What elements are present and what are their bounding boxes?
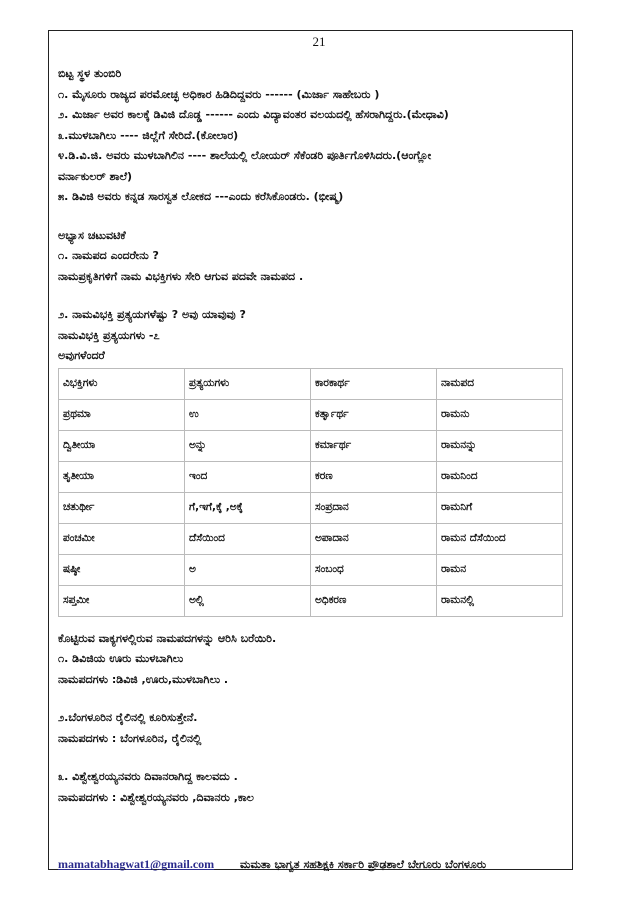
question-line: ೨. ಮಿರ್ಜಾ ಅವರ ಕಾಲಕ್ಕೆ ಡಿವಿಜಿ ದೊಡ್ಡ ------ ಎಂದು ವಿದ್ಯಾವಂತರ ವಲಯದಲ್ಲಿ ಹೆಸರಾಗಿದ್ದರು.(ಮೇಧಾವಿ) xyxy=(58,108,449,121)
page-number: 21 xyxy=(312,34,326,49)
table-cell: ಅಪಾದಾನ xyxy=(311,523,437,554)
table-row xyxy=(59,461,563,492)
table-cell: ಸಪ್ತಮೀ xyxy=(59,585,185,616)
table-cell: ರಾಮನಿಂದ xyxy=(437,461,563,492)
table-cell: ರಾಮನಲ್ಲಿ xyxy=(437,585,563,616)
table-cell: ಗೆ,ಇಗೆ,ಕ್ಕೆ ,ಅಕ್ಕೆ xyxy=(185,492,311,523)
table-row xyxy=(59,399,563,430)
table-header-cell: ನಾಮಪದ xyxy=(437,368,563,399)
table-cell: ಅಲ್ಲಿ xyxy=(185,585,311,616)
page-content xyxy=(58,64,563,808)
exercise-heading: ಕೊಟ್ಟಿರುವ ವಾಕ್ಯಗಳಲ್ಲಿರುವ ನಾಮಪದಗಳನ್ನು ಆರಿಸಿ ಬರೆಯಿರಿ. xyxy=(58,631,277,645)
question-line-continued: ವರ್ನಾಕುಲರ್ ಶಾಲೆ) xyxy=(58,169,133,183)
exercise-answer: ನಾಮಪದಗಳು : ಬೆಂಗಳೂರಿನ, ರೈಲಿನಲ್ಲಿ xyxy=(58,731,202,745)
table-cell: ದೆಸೆಯಿಂದ xyxy=(185,523,311,554)
table-cell: ಅ xyxy=(185,554,311,585)
answer-line: ಅವುಗಳೆಂದರೆ xyxy=(58,349,105,362)
question-line: ೧. ನಾಮಪದ ಎಂದರೇನು ? xyxy=(58,249,159,262)
table-cell: ಪಂಚಮೀ xyxy=(59,523,185,554)
table-row xyxy=(59,585,563,616)
footer-email-link[interactable]: mamatabhagwat1@gmail.com xyxy=(58,857,215,871)
table-cell: ಕರ್ತೃಾರ್ಥ xyxy=(311,399,437,430)
exercise-answer: ನಾಮಪದಗಳು : ವಿಶ್ವೇಶ್ವರಯ್ಯನವರು ,ದಿವಾನರು ,ಕಾಲ xyxy=(58,790,254,804)
table-cell: ರಾಮನು xyxy=(437,399,563,430)
table-header-cell: ವಿಭಕ್ತಿಗಳು xyxy=(59,368,185,399)
table-cell: ರಾಮನಿಗೆ xyxy=(437,492,563,523)
question-line: ೩.ಮುಳಬಾಗಿಲು ---- ಜಿಲ್ಲೆಗೆ ಸೇರಿದೆ.(ಕೋಲಾರ) xyxy=(58,128,239,142)
table-cell: ಸಂಪ್ರದಾನ xyxy=(311,492,437,523)
table-cell: ಚತುರ್ಥೀ xyxy=(59,492,185,523)
case-suffix-table xyxy=(58,368,563,617)
table-cell: ರಾಮನ xyxy=(437,554,563,585)
table-header-cell: ಪ್ರತ್ಯಯಗಳು xyxy=(185,368,311,399)
table-cell: ರಾಮನ ದೆಸೆಯಿಂದ xyxy=(437,523,563,554)
table-cell: ಷಷ್ಠೀ xyxy=(59,554,185,585)
table-row xyxy=(59,492,563,523)
question-line: ೪.ಡಿ.ವಿ.ಜಿ. ಅವರು ಮುಳಬಾಗಿಲಿನ ---- ಶಾಲೆಯಲ್ಲಿ ಲೋಯರ್ ಸೆಕೆಂಡರಿ ಪೂರ್ತಿಗೊಳಿಸಿದರು.(ಆಂಗ್ಲೋ xyxy=(58,149,432,162)
table-cell: ರಾಮನನ್ನು xyxy=(437,430,563,461)
table-cell: ದ್ವಿತೀಯಾ xyxy=(59,430,185,461)
exercise-answer: ನಾಮಪದಗಳು :ಡಿವಿಜಿ ,ಊರು,ಮುಳಬಾಗಿಲು . xyxy=(58,672,229,686)
table-row xyxy=(59,523,563,554)
question-line: ೨. ನಾಮವಿಭಕ್ತಿ ಪ್ರತ್ಯಯಗಳೆಷ್ಟು ? ಅವು ಯಾವುವು ? xyxy=(58,308,246,321)
table-cell: ಅನ್ನು xyxy=(185,430,311,461)
answer-line: ನಾಮವಿಭಕ್ತಿ ಪ್ರತ್ಯಯಗಳು -೭ xyxy=(58,328,160,342)
table-cell: ಇಂದ xyxy=(185,461,311,492)
section-heading-activity: ಅಭ್ಯಾಸ ಚಟುವಟಿಕೆ xyxy=(58,228,126,242)
page-footer xyxy=(58,857,563,872)
answer-line: ನಾಮಪ್ರಕೃತಿಗಳಿಗೆ ನಾಮ ವಿಭಕ್ತಿಗಳು ಸೇರಿ ಆಗುವ ಪದವೇ ನಾಮಪದ . xyxy=(58,269,304,283)
table-row xyxy=(59,554,563,585)
table-header-cell: ಕಾರಕಾರ್ಥ xyxy=(311,368,437,399)
table-cell: ಕರಣ xyxy=(311,461,437,492)
footer-author-text: ಮಮತಾ ಭಾಗ್ವತ ಸಹಶಿಕ್ಷಕಿ ಸರ್ಕಾರಿ ಪ್ರೌಢಶಾಲೆ ಬೇಗೂರು ಬೆಂಗಳೂರು xyxy=(240,858,487,871)
exercise-sentence: ೨.ಬೆಂಗಳೂರಿನ ರೈಲಿನಲ್ಲಿ ಕೂರಿಸುತ್ತೇನೆ. xyxy=(58,711,198,724)
question-line: ೧. ಮೈಸೂರು ರಾಜ್ಯದ ಪರಮೋಚ್ಛ ಅಧಿಕಾರ ಹಿಡಿದಿದ್ದವರು ------ (ಮಿರ್ಜಾ ಸಾಹೇಬರು ) xyxy=(58,87,380,101)
exercise-sentence: ೧. ಡಿವಿಜಿಯ ಊರು ಮುಳಬಾಗಿಲು xyxy=(58,652,184,665)
section-heading-fill-blanks: ಬಿಟ್ಟ ಸ್ಥಳ ತುಂಬಿರಿ xyxy=(58,67,122,80)
table-cell: ಉ xyxy=(185,399,311,430)
exercise-sentence: ೩. ವಿಶ್ವೇಶ್ವರಯ್ಯನವರು ದಿವಾನರಾಗಿದ್ದ ಕಾಲವದು . xyxy=(58,770,238,783)
table-cell: ಸಂಬಂಧ xyxy=(311,554,437,585)
table-cell: ಪ್ರಥಮಾ xyxy=(59,399,185,430)
table-cell: ಕರ್ಮಾರ್ಥ xyxy=(311,430,437,461)
table-header-row xyxy=(59,368,563,399)
table-cell: ತೃತೀಯಾ xyxy=(59,461,185,492)
question-line: ೫. ಡಿವಿಜಿ ಅವರು ಕನ್ನಡ ಸಾರಸ್ವತ ಲೋಕದ ---ಎಂದು ಕರೆಸಿಕೊಂಡರು. (ಭೀಷ್ಮ) xyxy=(58,190,344,203)
table-row xyxy=(59,430,563,461)
table-cell: ಅಧಿಕರಣ xyxy=(311,585,437,616)
